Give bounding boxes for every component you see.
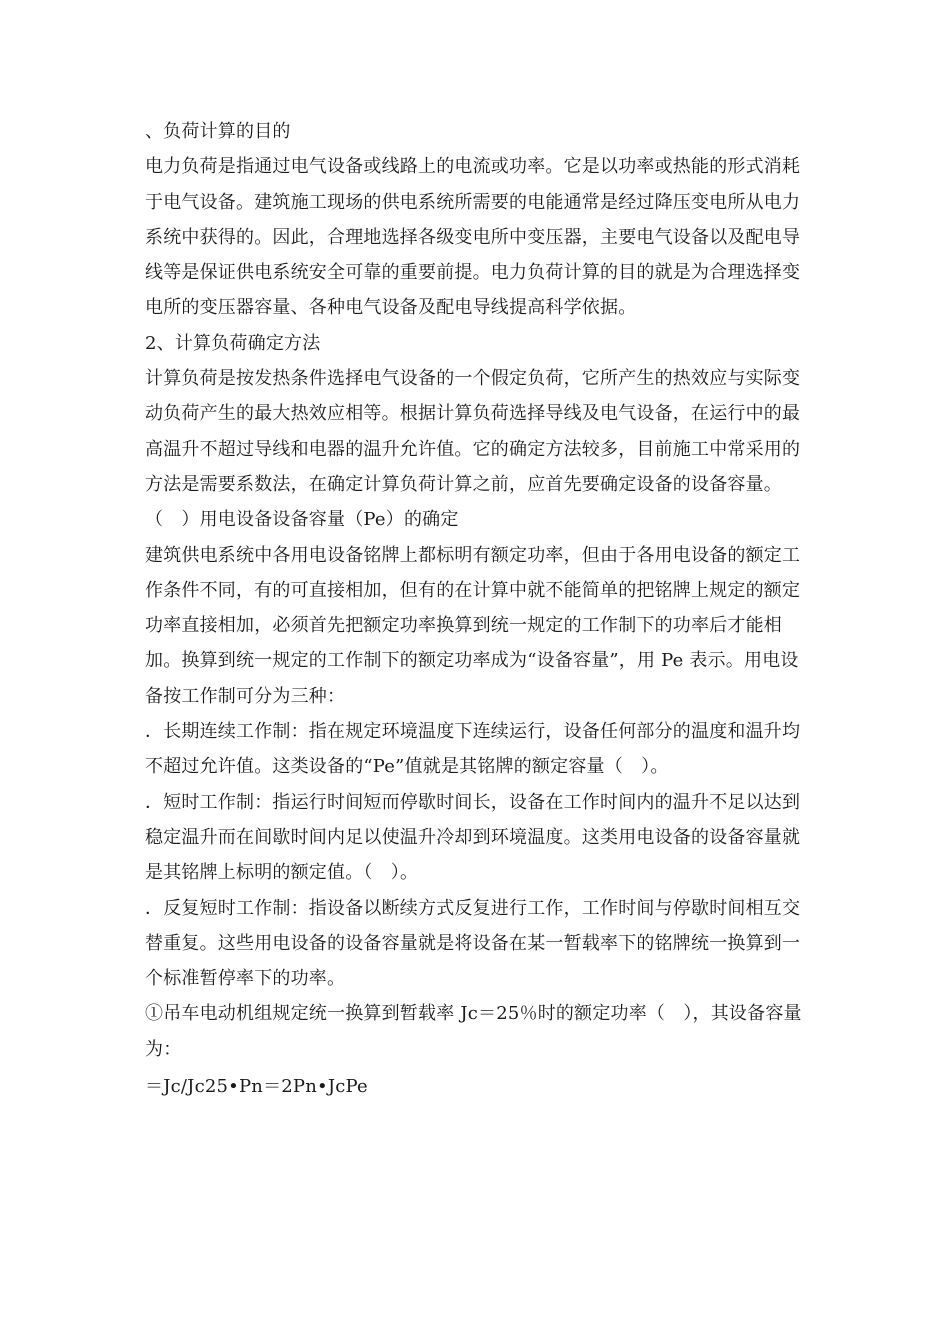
list-item-continuous-duty: ．长期连续工作制：指在规定环境温度下连续运行，设备任何部分的温度和温升均不超过允许值。这类设备的“Pe”值就是其铭牌的额定容量（ ）。 (145, 721, 801, 778)
document-body (145, 114, 810, 1104)
paragraph-rated-power: 建筑供电系统中各用电设备铭牌上都标明有额定功率，但由于各用电设备的额定工作条件不同，有的可直接相加，但有的在计算中就不能简单的把铭牌上规定的额定功率直接相加，必须首先把额定功率换算到统一规定的工作制下的功率后才能相加。换算到统一规定的工作制下的额定功率成为“设备容量”，用 Pe 表示。用电设备按工作制可分为三种： (145, 544, 801, 707)
section-heading-method: 2、计算负荷确定方法 (145, 332, 321, 354)
list-item-intermittent-duty: ．反复短时工作制：指设备以断续方式反复进行工作，工作时间与停歇时间相互交替重复。这些用电设备的设备容量就是将设备在某一暂载率下的铭牌统一换算到一个标准暂停率下的功率。 (145, 897, 801, 990)
paragraph-crane-motor: ①吊车电动机组规定统一换算到暂载率 Jc＝25％时的额定功率（ ），其设备容量为： (145, 1003, 802, 1060)
list-item-short-duty: ．短时工作制：指运行时间短而停歇时间长，设备在工作时间内的温升不足以达到稳定温升而在间歇时间内足以使温升冷却到环境温度。这类用电设备的设备容量就是其铭牌上标明的额定值。（ ）。 (145, 791, 801, 884)
paragraph-calculated-load: 计算负荷是按发热条件选择电气设备的一个假定负荷，它所产生的热效应与实际变动负荷产生的最大热效应相等。根据计算负荷选择导线及电气设备，在运行中的最高温升不超过导线和电器的温升允许值。它的确定方法较多，目前施工中常采用的方法是需要系数法，在确定计算负荷计算之前，应首先要确定设备的设备容量。 (145, 368, 801, 495)
paragraph-load-definition: 电力负荷是指通过电气设备或线路上的电流或功率。它是以功率或热能的形式消耗于电气设备。建筑施工现场的供电系统所需要的电能通常是经过降压变电所从电力系统中获得的。因此，合理地选择各级变电所中变压器，主要电气设备以及配电导线等是保证供电系统安全可靠的重要前提。电力负荷计算的目的就是为合理选择变电所的变压器容量、各种电气设备及配电导线提高科学依据。 (145, 156, 801, 319)
formula-equation: ＝Jc/Jc25•Pn＝2Pn•JcPe (145, 1076, 368, 1098)
section-heading-purpose: 、负荷计算的目的 (145, 121, 291, 142)
subsection-heading-capacity: （ ）用电设备设备容量（Pe）的确定 (145, 509, 459, 531)
